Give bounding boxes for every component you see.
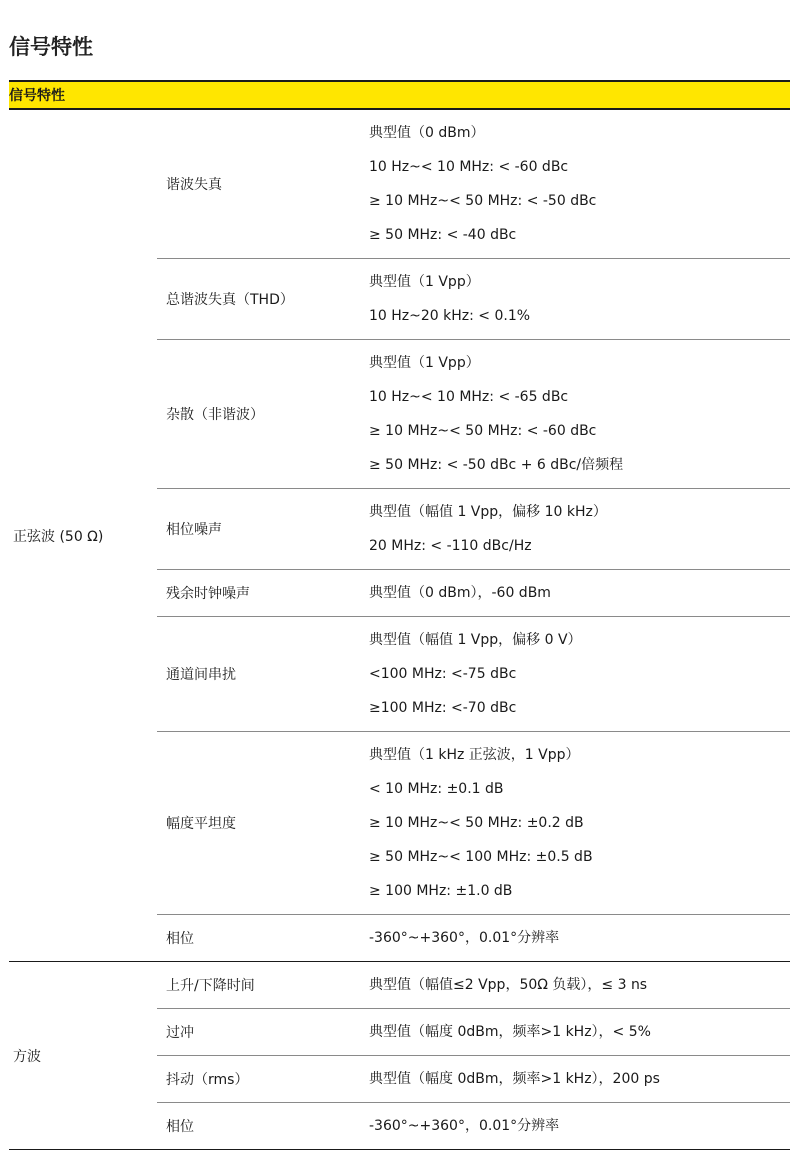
table-header-label: 信号特性 <box>9 81 790 109</box>
value-cell <box>359 1103 790 1150</box>
value-cell <box>359 259 790 340</box>
parameter-cell: 过冲 <box>157 1009 359 1056</box>
parameter-cell: 通道间串扰 <box>157 617 359 732</box>
value-cell <box>359 1056 790 1103</box>
value-line: 20 MHz: < -110 dBc/Hz <box>369 538 532 554</box>
parameter-cell: 相位 <box>157 915 359 962</box>
page-title: 信号特性 <box>9 35 93 59</box>
parameter-cell: 谐波失真 <box>157 109 359 259</box>
value-line: 10 Hz~< 10 MHz: < -65 dBc <box>369 389 569 405</box>
value-cell <box>359 570 790 617</box>
value-line: ≥ 50 MHz: < -50 dBc + 6 dBc/倍频程 <box>369 457 624 473</box>
parameter-cell: 上升/下降时间 <box>157 962 359 1009</box>
value-line: ≥ 10 MHz~< 50 MHz: < -60 dBc <box>369 423 597 439</box>
value-line: 典型值（幅值 1 Vpp，偏移 0 V） <box>369 632 582 648</box>
value-line: -360°~+360°，0.01°分辨率 <box>369 930 560 946</box>
value-line: 典型值（幅度 0dBm，频率>1 kHz），< 5% <box>369 1024 651 1040</box>
value-line: 典型值（1 Vpp） <box>369 355 480 371</box>
value-line: 典型值（幅值≤2 Vpp，50Ω 负载），≤ 3 ns <box>369 977 648 993</box>
value-cell <box>359 732 790 915</box>
category-cell: 正弦波 (50 Ω) <box>9 109 157 962</box>
table-row <box>9 109 790 259</box>
value-line: 10 Hz~20 kHz: < 0.1% <box>369 308 531 324</box>
parameter-cell: 总谐波失真（THD） <box>157 259 359 340</box>
parameter-cell: 幅度平坦度 <box>157 732 359 915</box>
value-line: 典型值（0 dBm） <box>369 125 485 141</box>
value-line: 典型值（幅值 1 Vpp，偏移 10 kHz） <box>369 504 607 520</box>
value-cell <box>359 962 790 1009</box>
value-line: ≥100 MHz: <-70 dBc <box>369 700 517 716</box>
parameter-cell: 杂散（非谐波） <box>157 340 359 489</box>
value-line: <100 MHz: <-75 dBc <box>369 666 517 682</box>
value-line: 典型值（0 dBm），-60 dBm <box>369 585 551 601</box>
value-cell <box>359 915 790 962</box>
value-cell <box>359 340 790 489</box>
table-body <box>9 109 790 1150</box>
parameter-cell: 残余时钟噪声 <box>157 570 359 617</box>
value-line: < 10 MHz: ±0.1 dB <box>369 781 504 797</box>
value-line: 典型值（1 kHz 正弦波，1 Vpp） <box>369 747 580 763</box>
value-line: 10 Hz~< 10 MHz: < -60 dBc <box>369 159 569 175</box>
value-line: ≥ 50 MHz: < -40 dBc <box>369 227 517 243</box>
value-line: ≥ 50 MHz~< 100 MHz: ±0.5 dB <box>369 849 593 865</box>
signal-spec-table <box>9 80 790 1150</box>
table-row <box>9 962 790 1009</box>
value-cell <box>359 489 790 570</box>
parameter-cell: 相位噪声 <box>157 489 359 570</box>
parameter-cell: 抖动（rms） <box>157 1056 359 1103</box>
value-cell <box>359 1009 790 1056</box>
value-line: ≥ 10 MHz~< 50 MHz: ±0.2 dB <box>369 815 584 831</box>
value-cell <box>359 617 790 732</box>
value-cell <box>359 109 790 259</box>
category-cell: 方波 <box>9 962 157 1150</box>
parameter-cell: 相位 <box>157 1103 359 1150</box>
value-line: 典型值（幅度 0dBm，频率>1 kHz），200 ps <box>369 1071 660 1087</box>
value-line: -360°~+360°，0.01°分辨率 <box>369 1118 560 1134</box>
value-line: 典型值（1 Vpp） <box>369 274 480 290</box>
value-line: ≥ 100 MHz: ±1.0 dB <box>369 883 513 899</box>
value-line: ≥ 10 MHz~< 50 MHz: < -50 dBc <box>369 193 597 209</box>
table-header-row <box>9 81 790 109</box>
